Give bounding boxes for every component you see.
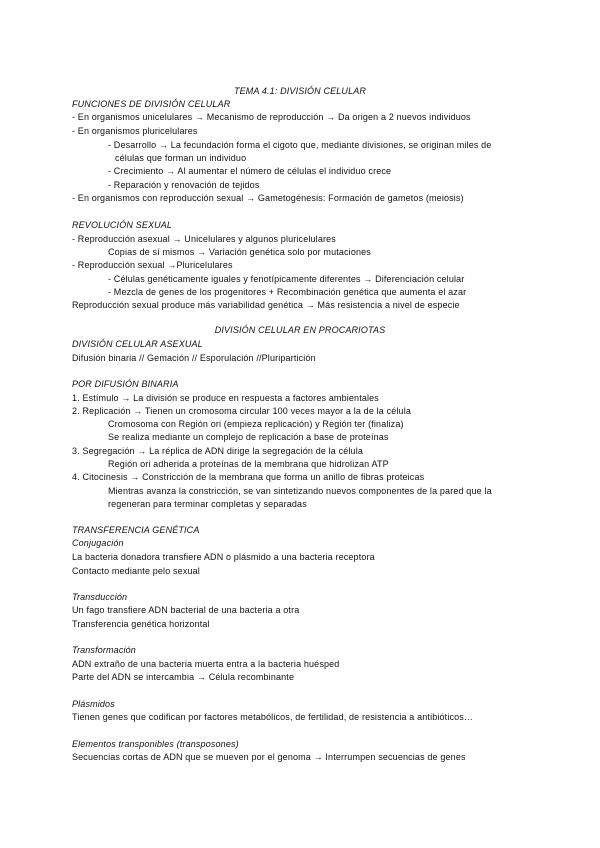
subtitle-procariotas: DIVISIÓN CELULAR EN PROCARIOTAS <box>214 325 386 335</box>
text-line: Cromosoma con Región ori (empieza replicación) y Región ter (finaliza) <box>108 419 404 429</box>
text-line: Contacto mediante pelo sexual <box>72 566 200 576</box>
text-line: Región ori adherida a proteínas de la membrana que hidrolizan ATP <box>108 459 389 469</box>
text-line: - Mezcla de genes de los progenitores + Recombinación genética que aumenta el azar <box>108 287 467 297</box>
text-line: - Desarrollo → La fecundación forma el cigoto que, mediante divisiones, se originan miles de <box>108 140 492 150</box>
text-line: - En organismos unicelulares → Mecanismo de reproducción → Da origen a 2 nuevos individuos <box>72 112 471 122</box>
text-line: Reproducción sexual produce más variabilidad genética → Más resistencia a nivel de especie <box>72 300 460 310</box>
text-line: - En organismos pluricelulares <box>72 126 198 136</box>
text-line: Un fago transfiere ADN bacterial de una bacteria a otra <box>72 605 300 615</box>
text-line: - Reparación y renovación de tejidos <box>108 180 260 190</box>
section-heading-difusion: POR DIFUSIÓN BINARIA <box>72 379 179 389</box>
subheading-transduccion: Transducción <box>72 592 128 602</box>
text-line: células que forman un individuo <box>115 153 247 163</box>
text-line: Transferencia genética horizontal <box>72 619 210 629</box>
subheading-plasmidos: Plásmidos <box>72 699 115 709</box>
section-heading-transferencia: TRANSFERENCIA GENÉTICA <box>72 525 200 535</box>
section-heading-funciones: FUNCIONES DE DIVISIÓN CELULAR <box>72 99 231 109</box>
text-line: regeneran para terminar completas y separadas <box>108 499 307 509</box>
text-line: 1. Estímulo → La división se produce en respuesta a factores ambientales <box>72 393 379 403</box>
text-line: - Reproducción asexual → Unicelulares y algunos pluricelulares <box>72 234 336 244</box>
text-line: Tienen genes que codifican por factores metabólicos, de fertilidad, de resistencia a antibióticos… <box>72 712 474 722</box>
text-line: - En organismos con reproducción sexual → Gametogénesis: Formación de gametos (meiosis) <box>72 193 464 203</box>
text-line: - Reproducción sexual →Pluricelulares <box>72 260 233 270</box>
text-line: Se realiza mediante un complejo de replicación a base de proteínas <box>108 432 389 442</box>
text-line: - Células genéticamente iguales y fenotípicamente diferentes → Diferenciación celular <box>108 274 465 284</box>
text-line: Mientras avanza la constricción, se van sintetizando nuevos componentes de la pared que la <box>108 486 492 496</box>
text-line: 2. Replicación → Tienen un cromosoma circular 100 veces mayor a la de la célula <box>72 406 412 416</box>
text-line: ADN extraño de una bacteria muerta entra a la bacteria huésped <box>72 659 340 669</box>
section-heading-revolucion: REVOLUCIÓN SEXUAL <box>72 220 173 230</box>
text-line: - Crecimiento → Al aumentar el número de células el individuo crece <box>108 166 392 176</box>
text-line: 4. Citocinesis → Constricción de la membrana que forma un anillo de fibras proteicas <box>72 472 425 482</box>
page-title: TEMA 4.1: DIVISIÓN CELULAR <box>233 86 367 96</box>
subheading-transposones: Elementos transponibles (transposones) <box>72 739 239 749</box>
text-line: Copias de sí mismos → Variación genética solo por mutaciones <box>108 247 371 257</box>
subheading-conjugacion: Conjugación <box>72 538 124 548</box>
text-line: Secuencias cortas de ADN que se mueven por el genoma → Interrumpen secuencias de genes <box>72 752 466 762</box>
text-line: Difusión binaria // Gemación // Esporulación //Pluripartición <box>72 353 316 363</box>
text-line: 3. Segregación → La réplica de ADN dirige la segregación de la célula <box>72 446 364 456</box>
text-line: Parte del ADN se intercambia → Célula recombinante <box>72 672 295 682</box>
text-line: La bacteria donadora transfiere ADN o plásmido a una bacteria receptora <box>72 552 375 562</box>
section-heading-asexual: DIVISIÓN CELULAR ASEXUAL <box>72 339 203 349</box>
subheading-transformacion: Transformación <box>72 645 136 655</box>
